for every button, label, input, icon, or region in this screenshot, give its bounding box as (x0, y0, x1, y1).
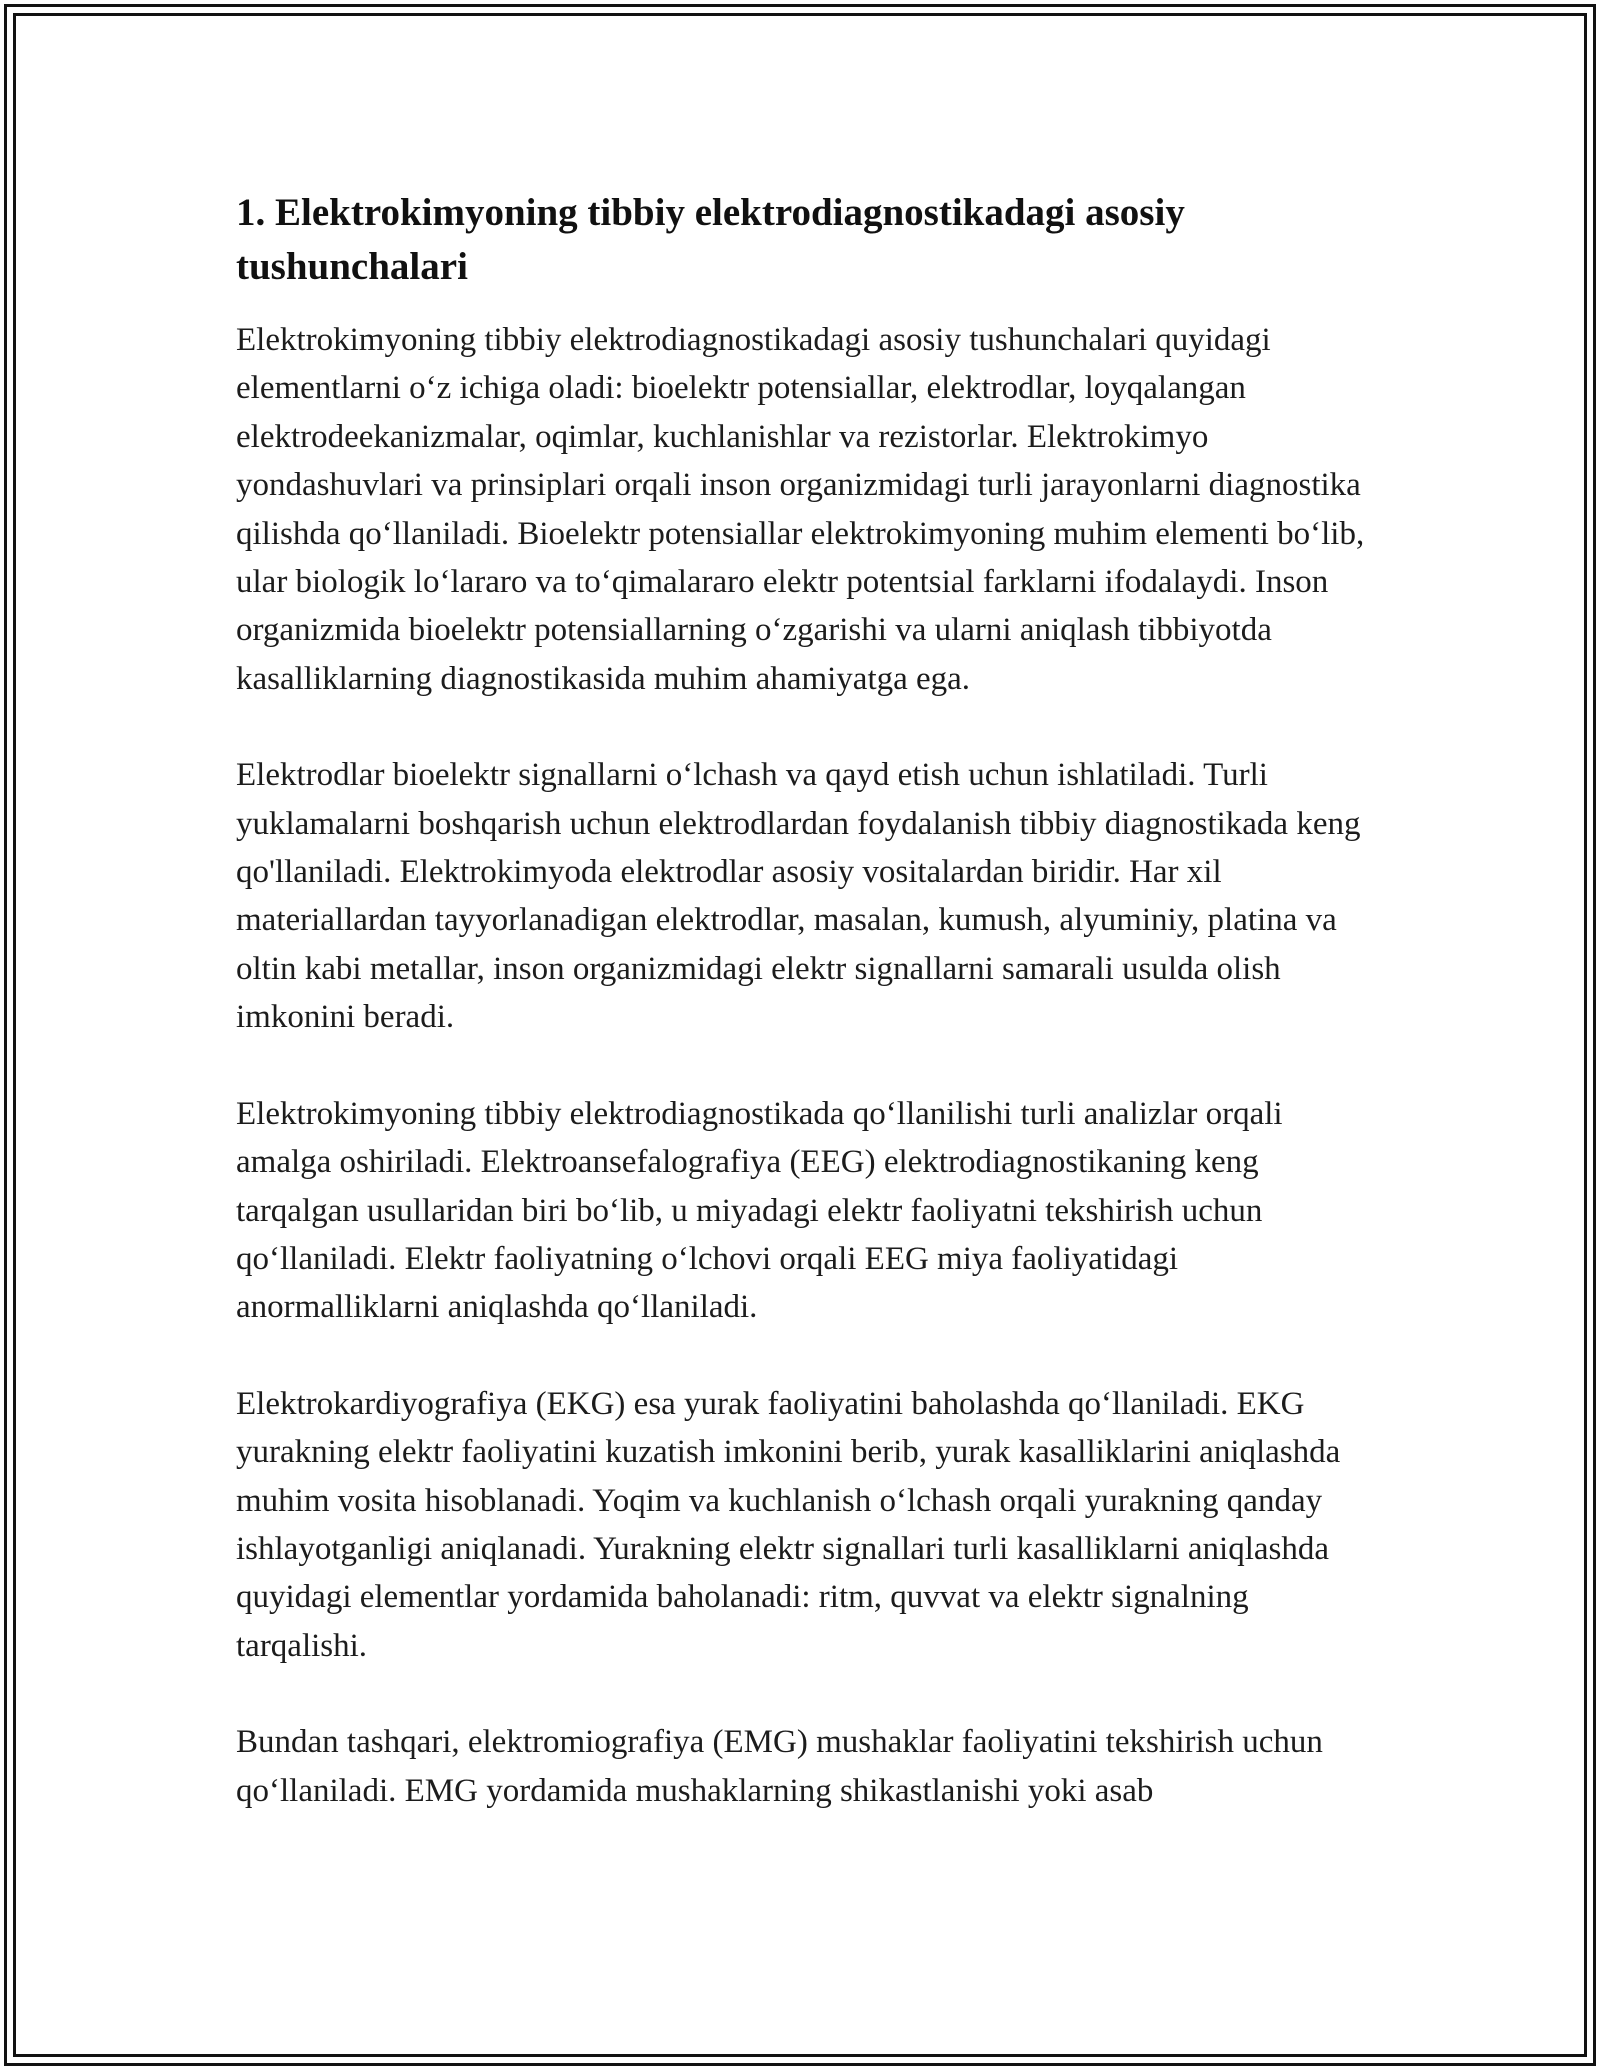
paragraph-eeg: Elektrokimyoning tibbiy elektrodiagnostikada qo‘llanilishi turli analizlar orqali amalga oshiriladi. Elektroansefalografiya (EEG) elektrodiagnostikaning keng tarqalgan usullaridan biri bo‘lib, u miyadagi elektr faoliyatni tekshirish uchun qo‘llaniladi. Elektr faoliyatning o‘lchovi orqali EEG miya faoliyatidagi anormalliklarni aniqlashda qo‘llaniladi. (236, 1095, 1283, 1326)
paragraph-ekg: Elektrokardiyografiya (EKG) esa yurak faoliyatini baholashda qo‘llaniladi. EKG yurakning elektr faoliyatini kuzatish imkonini berib, yurak kasalliklarini aniqlashda muhim vosita hisoblanadi. Yoqim va kuchlanish o‘lchash orqali yurakning qanday ishlayotganligi aniqlanadi. Yurakning elektr signallari turli kasalliklarni aniqlashda quyidagi elementlar yordamida baholanadi: ritm, quvvat va elektr signalning tarqalishi. (236, 1385, 1341, 1664)
section-heading: 1. Elektrokimyoning tibbiy elektrodiagnostikadagi asosiy tushunchalari (236, 191, 1185, 288)
paragraph-emg: Bundan tashqari, elektromiografiya (EMG) mushaklar faoliyatini tekshirish uchun qo‘llaniladi. EMG yordamida mushaklarning shikastlanishi yoki asab (236, 1724, 1323, 1809)
document-body (236, 186, 1376, 1815)
paragraph-electrodes: Elektrodlar bioelektr signallarni o‘lchash va qayd etish uchun ishlatiladi. Turli yuklamalarni boshqarish uchun elektrodlardan foydalanish tibbiy diagnostikada keng qo'llaniladi. Elektrokimyoda elektrodlar asosiy vositalardan biridir. Har xil materiallardan tayyorlanadigan elektrodlar, masalan, kumush, alyuminiy, platina va oltin kabi metallar, inson organizmidagi elektr signallarni samarali usulda olish imkonini beradi. (236, 757, 1361, 1036)
paragraph-bioelectric-potentials: Elektrokimyoning tibbiy elektrodiagnostikadagi asosiy tushunchalari quyidagi elementlarni o‘z ichiga oladi: bioelektr potensiallar, elektrodlar, loyqalangan elektrodeekanizmalar, oqimlar, kuchlanishlar va rezistorlar. Elektrokimyo yondashuvlari va prinsiplari orqali inson organizmidagi turli jarayonlarni diagnostika qilishda qo‘llaniladi. Bioelektr potensiallar elektrokimyoning muhim elementi bo‘lib, ular biologik lo‘lararo va to‘qimalararo elektr potentsial farklarni ifodalaydi. Inson organizmida bioelektr potensiallarning o‘zgarishi va ularni aniqlash tibbiyotda kasalliklarning diagnostikasida muhim ahamiyatga ega. (236, 322, 1365, 697)
